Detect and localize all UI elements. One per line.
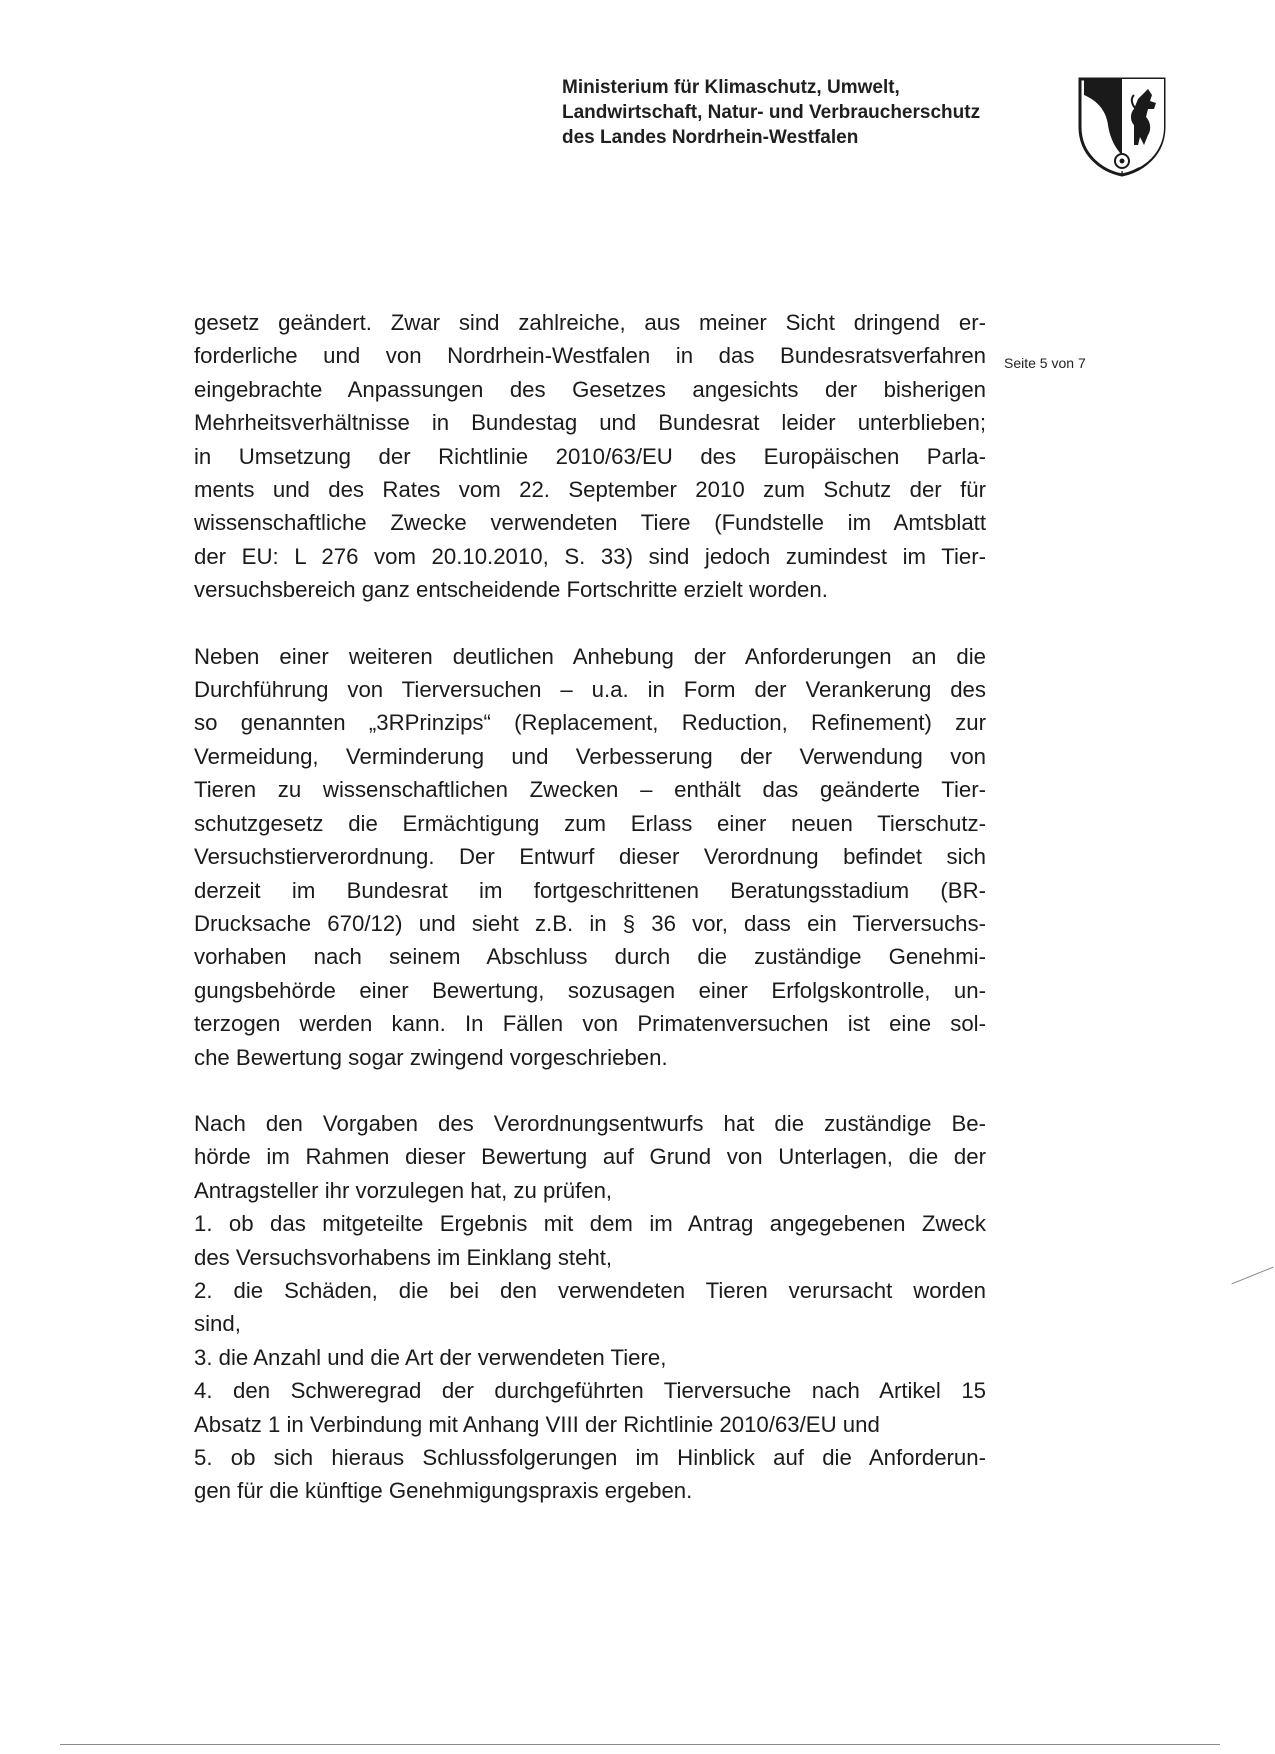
text-line: hörde im Rahmen dieser Bewertung auf Grund von Unterlagen, die der [194, 1144, 986, 1170]
nrw-coat-of-arms-icon [1076, 75, 1168, 178]
scan-artifact-line [1231, 1267, 1273, 1285]
list-item-line: sind, [194, 1311, 241, 1337]
text-line: Neben einer weiteren deutlichen Anhebung der Anforderungen an die [194, 643, 986, 669]
text-line: Versuchstierverordnung. Der Entwurf dieser Verordnung befindet sich [194, 844, 986, 870]
text-line: ments und des Rates vom 22. September 2010 zum Schutz der für [194, 477, 986, 503]
text-line: gesetz geändert. Zwar sind zahlreiche, aus meiner Sicht dringend er- [194, 310, 986, 335]
text-line: terzogen werden kann. In Fällen von Primatenversuchen ist eine sol- [194, 1011, 986, 1037]
ministry-name-line: des Landes Nordrhein-Westfalen [562, 127, 859, 148]
text-line: Durchführung von Tierversuchen – u.a. in Form der Verankerung des [194, 677, 986, 703]
text-line: Tieren zu wissenschaftlichen Zwecken – enthält das geänderte Tier- [194, 777, 986, 803]
text-line: schutzgesetz die Ermächtigung zum Erlass einer neuen Tierschutz- [194, 810, 986, 836]
letter-body [194, 306, 986, 1508]
text-line: wissenschaftliche Zwecke verwendeten Tiere (Fundstelle im Amtsblatt [194, 510, 986, 536]
list-item-line: 5. ob sich hieraus Schlussfolgerungen im Hinblick auf die Anforderun- [194, 1445, 986, 1470]
list-item-line: 2. die Schäden, die bei den verwendeten Tieren verursacht worden [194, 1277, 986, 1303]
text-line: derzeit im Bundesrat im fortgeschrittenen Beratungsstadium (BR- [194, 877, 986, 903]
text-line: eingebrachte Anpassungen des Gesetzes angesichts der bisherigen [194, 376, 986, 402]
text-line: der EU: L 276 vom 20.10.2010, S. 33) sind jedoch zumindest im Tier- [194, 543, 986, 569]
list-item-line: des Versuchsvorhabens im Einklang steht, [194, 1244, 613, 1270]
text-line: Mehrheitsverhältnisse in Bundestag und Bundesrat leider unterblieben; [194, 410, 986, 436]
text-line: in Umsetzung der Richtlinie 2010/63/EU des Europäischen Parla- [194, 443, 986, 469]
text-line: vorhaben nach seinem Abschluss durch die zuständige Genehmi- [194, 944, 986, 970]
footer-rule [60, 1744, 1220, 1745]
text-line: Antragsteller ihr vorzulegen hat, zu prüfen, [194, 1177, 613, 1203]
paragraph [194, 1107, 986, 1508]
text-line: Nach den Vorgaben des Verordnungsentwurfs hat die zuständige Be- [194, 1110, 986, 1136]
ministry-name-line: Ministerium für Klimaschutz, Umwelt, [562, 77, 900, 98]
text-line: so genannten „3RPrinzips“ (Replacement, Reduction, Refinement) zur [194, 710, 986, 736]
list-item-line: 3. die Anzahl und die Art der verwendeten Tiere, [194, 1344, 667, 1370]
list-item-line: gen für die künftige Genehmigungspraxis ergeben. [194, 1478, 693, 1504]
text-line: Drucksache 670/12) und sieht z.B. in § 36 vor, dass ein Tierversuchs- [194, 910, 986, 936]
list-item-line: 1. ob das mitgeteilte Ergebnis mit dem im Antrag angegebenen Zweck [194, 1211, 986, 1237]
ministry-name-line: Landwirtschaft, Natur- und Verbraucherschutz [562, 102, 981, 123]
text-line: forderliche und von Nordrhein-Westfalen in das Bundesratsverfahren [194, 343, 986, 369]
list-item-line: Absatz 1 in Verbindung mit Anhang VIII der Richtlinie 2010/63/EU und [194, 1411, 880, 1437]
page-number: Seite 5 von 7 [1004, 355, 1086, 371]
ministry-header [562, 75, 1062, 150]
text-line: versuchsbereich ganz entscheidende Fortschritte erzielt worden. [194, 577, 828, 603]
paragraph [194, 306, 986, 607]
text-line: che Bewertung sogar zwingend vorgeschrieben. [194, 1044, 668, 1070]
text-line: gungsbehörde einer Bewertung, sozusagen einer Erfolgskontrolle, un- [194, 977, 986, 1003]
text-line: Vermeidung, Verminderung und Verbesserung der Verwendung von [194, 743, 986, 769]
paragraph [194, 640, 986, 1074]
list-item-line: 4. den Schweregrad der durchgeführten Tierversuche nach Artikel 15 [194, 1378, 986, 1404]
